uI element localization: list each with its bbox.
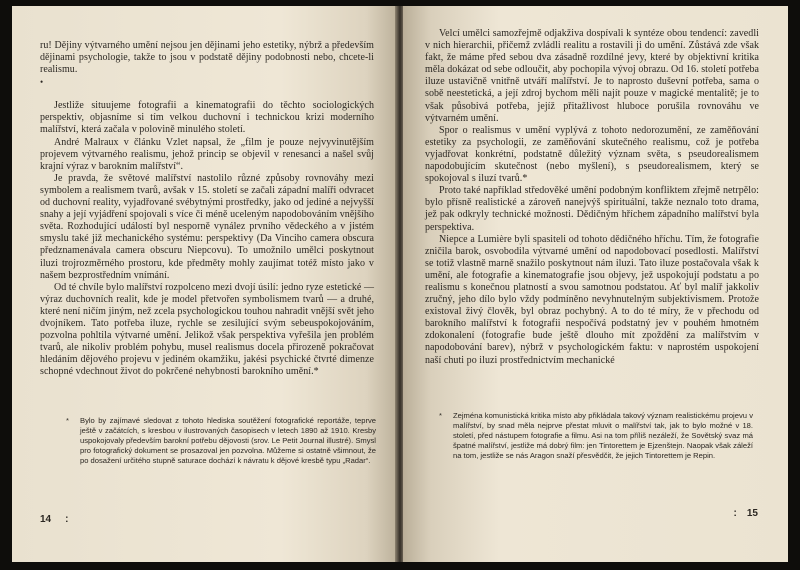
- paragraph: Velcí umělci samozřejmě odjakživa dospívali k syntéze obou tendencí: zavedli v nich hierarchii, přičemž zvládli realitu a rostavili ji do umění. Zůstává zde však fakt, že máme před sebou dva zásadně rozdílné jevy, které by objektivní kritika měla dokázat od sebe odloučit, aby pochopila vývoj obrazu. Od 16. století potřeba iluze ustavičně vnitřně utváří malířství. Je to naprosto duševní potřeba, sama o sobě neestetická, a její zdroj bychom měli najít pouze v magické mentalitě; je to však působivá potřeba, jejíž přitažlivost hluboce porušila rovnováhu ve výtvarném umění.: [425, 28, 759, 124]
- paragraph: André Malraux v článku Vzlet napsal, že „film je pouze nejvyvinutějším projevem výtvarného realismu, jehož princip se objevil v renesanci a našel svůj krajní výraz v barokním malířství“.: [40, 136, 374, 172]
- paragraph: Niepce a Lumière byli spasiteli od tohoto dědičného hříchu. Tím, že fotografie zničila barok, osvobodila výtvarné umění od napodobovací posedlosti. Malířství se totiž vlastně marně snažilo poskytnout nám iluzi. Tato iluze postačovala však k umění, ale fotografie a kinematografie jsou objevy, jež uspokojují podstatu a po realismu s konečnou platností a svou samotnou podstatou. Ať byl malíř jakkoliv zručný, jeho dílo bylo vždy podmíněno nevyhnutelným subjektivismem. Protože existoval živý člověk, byl obraz pochybný. A to do té míry, že v přechodu od barokního malířství k fotografii nespočívá podstatný jev v pouhém hmotném zdokonalení (fotografie bude ještě dlouho mít zpoždění za malířstvím v napodobování barev), nýbrž v psychologickém faktu: v naprostém uspokojení naší chuti po iluzi prostřednictvím mechanické: [425, 233, 759, 366]
- left-page-body: [40, 40, 374, 378]
- footnote-text: Bylo by zajímavé sledovat z tohoto hlediska soutěžení fotografické reportáže, teprve ještě v začátcích, s kresbou v ilustrovaných časopisech v letech 1890 až 1910. Kresby uspokojovaly především barokní potřebu dějovosti (srov. Le Petit Journal illustré). Smysl pro fotografický dokument se prosazoval jen pozvolna. Můžeme si ostatně všimnout, že po dosažení určitého stupně saturace dochází k návratu k dějové kresbě typu „Radar“.: [80, 416, 376, 466]
- paragraph: Jestliže situujeme fotografii a kinematografii do těchto sociologických perspektiv, objasníme si tím velkou duchovní i technickou krizi moderního malířství, která začala v polovině minulého století.: [40, 100, 374, 136]
- right-page: [403, 6, 788, 562]
- left-footnote: [66, 416, 376, 466]
- page-number-left: 14 :: [40, 514, 69, 525]
- paragraph: Spor o realismus v umění vyplývá z tohoto nedorozumění, ze zaměňování estetiky za psychologii, ze zaměňování skutečného realismu, což je potřeba vyjadřovat konkrétní, podstatně důležitý význam světa, s pseudorealismem napodobujícím skutečnost (nebo myšlení), s pseudorealismem, který se spokojoval s iluzí tvarů.*: [425, 124, 759, 185]
- right-page-body: [425, 28, 759, 367]
- paragraph: Proto také například středověké umění podobným konfliktem zřejmě netrpělo: bylo přísně realistické a zároveň nanejvýš spirituální, takže neznalo toto drama, jež pak odkryly technické možnosti. Dědičným hříchem západního malířství byla perspektiva.: [425, 185, 759, 233]
- left-page: [12, 6, 397, 562]
- paragraph: Od té chvíle bylo malířství rozpolceno mezi dvojí úsilí: jedno ryze estetické — výraz duchovních realit, kde je model přetvořen symbolismem tvarů — a druhé, které není ničím jiným, než zcela psychologickou touhou nahradit vnější svět jeho dvojníkem. Tato potřeba iluze, rychle se zesilující svým sebeuspokojováním, pozvolna pohltila výtvarné umění. Jelikož však perspektiva vyřešila jen problém tvarů, ale nikoliv problém pohybu, musel realismus docela přirozeně pokračovat hledáním dějového projevu v jediném okamžiku, jakési psychické čtvrté dimenze schopné vdechnout život do pokrčené nehybnosti barokního umění.*: [40, 281, 374, 378]
- footnote-mark: *: [66, 416, 69, 425]
- page-number-right: : 15: [733, 508, 758, 519]
- right-footnote: [439, 411, 753, 461]
- footnote-text: Zejména komunistická kritika místo aby přikládala takový význam realistickému projevu v malířství, by snad měla nejprve přestat mluvit o malířství tak, jak to bylo možné v 18. století, před nástupem fotografie a filmu. Asi na tom příliš nezáleží, že Sovětský svaz má špatné malířství, jestliže má dobrý film: jen Tintorettem je Ejzenštejn. Naopak však záleží na tom, jestliže se nás Aragon snaží přesvědčit, že jejich Tintorettem je Repin.: [453, 411, 753, 461]
- book-spread: [12, 6, 788, 562]
- paragraph: Je pravda, že světové malířství nastolilo různé způsoby rovnováhy mezi symbolem a realismem tvarů, avšak v 15. století se začali západní malíři odvracet od duchovní reality, vyjadřované svébytnými prostředky, jako od jediné a nejvyšší snahy a její vyjádření spojovali s více či méně uceleným napodobováním vnějšího světa. Rozhodující událostí byl nesporně vynález prvního vědeckého a v jistém smyslu také již mechanického systému: perspektivy (Da Vinciho camera obscura předznamenávala camera obscuru Niepcovu). To umožnilo umělci poskytnout iluzi trojrozměrného prostoru, kde předměty mohly zaujímat totéž místo jako v našem bezprostředním vnímání.: [40, 172, 374, 281]
- footnote-mark: *: [439, 411, 442, 420]
- paragraph: ru! Dějiny výtvarného umění nejsou jen dějinami jeho estetiky, nýbrž a především dějinami psychologie, takže to jsou v podstatě dějiny podobnosti nebo, chcete-li realismu.: [40, 40, 374, 76]
- section-dot: •: [40, 77, 44, 88]
